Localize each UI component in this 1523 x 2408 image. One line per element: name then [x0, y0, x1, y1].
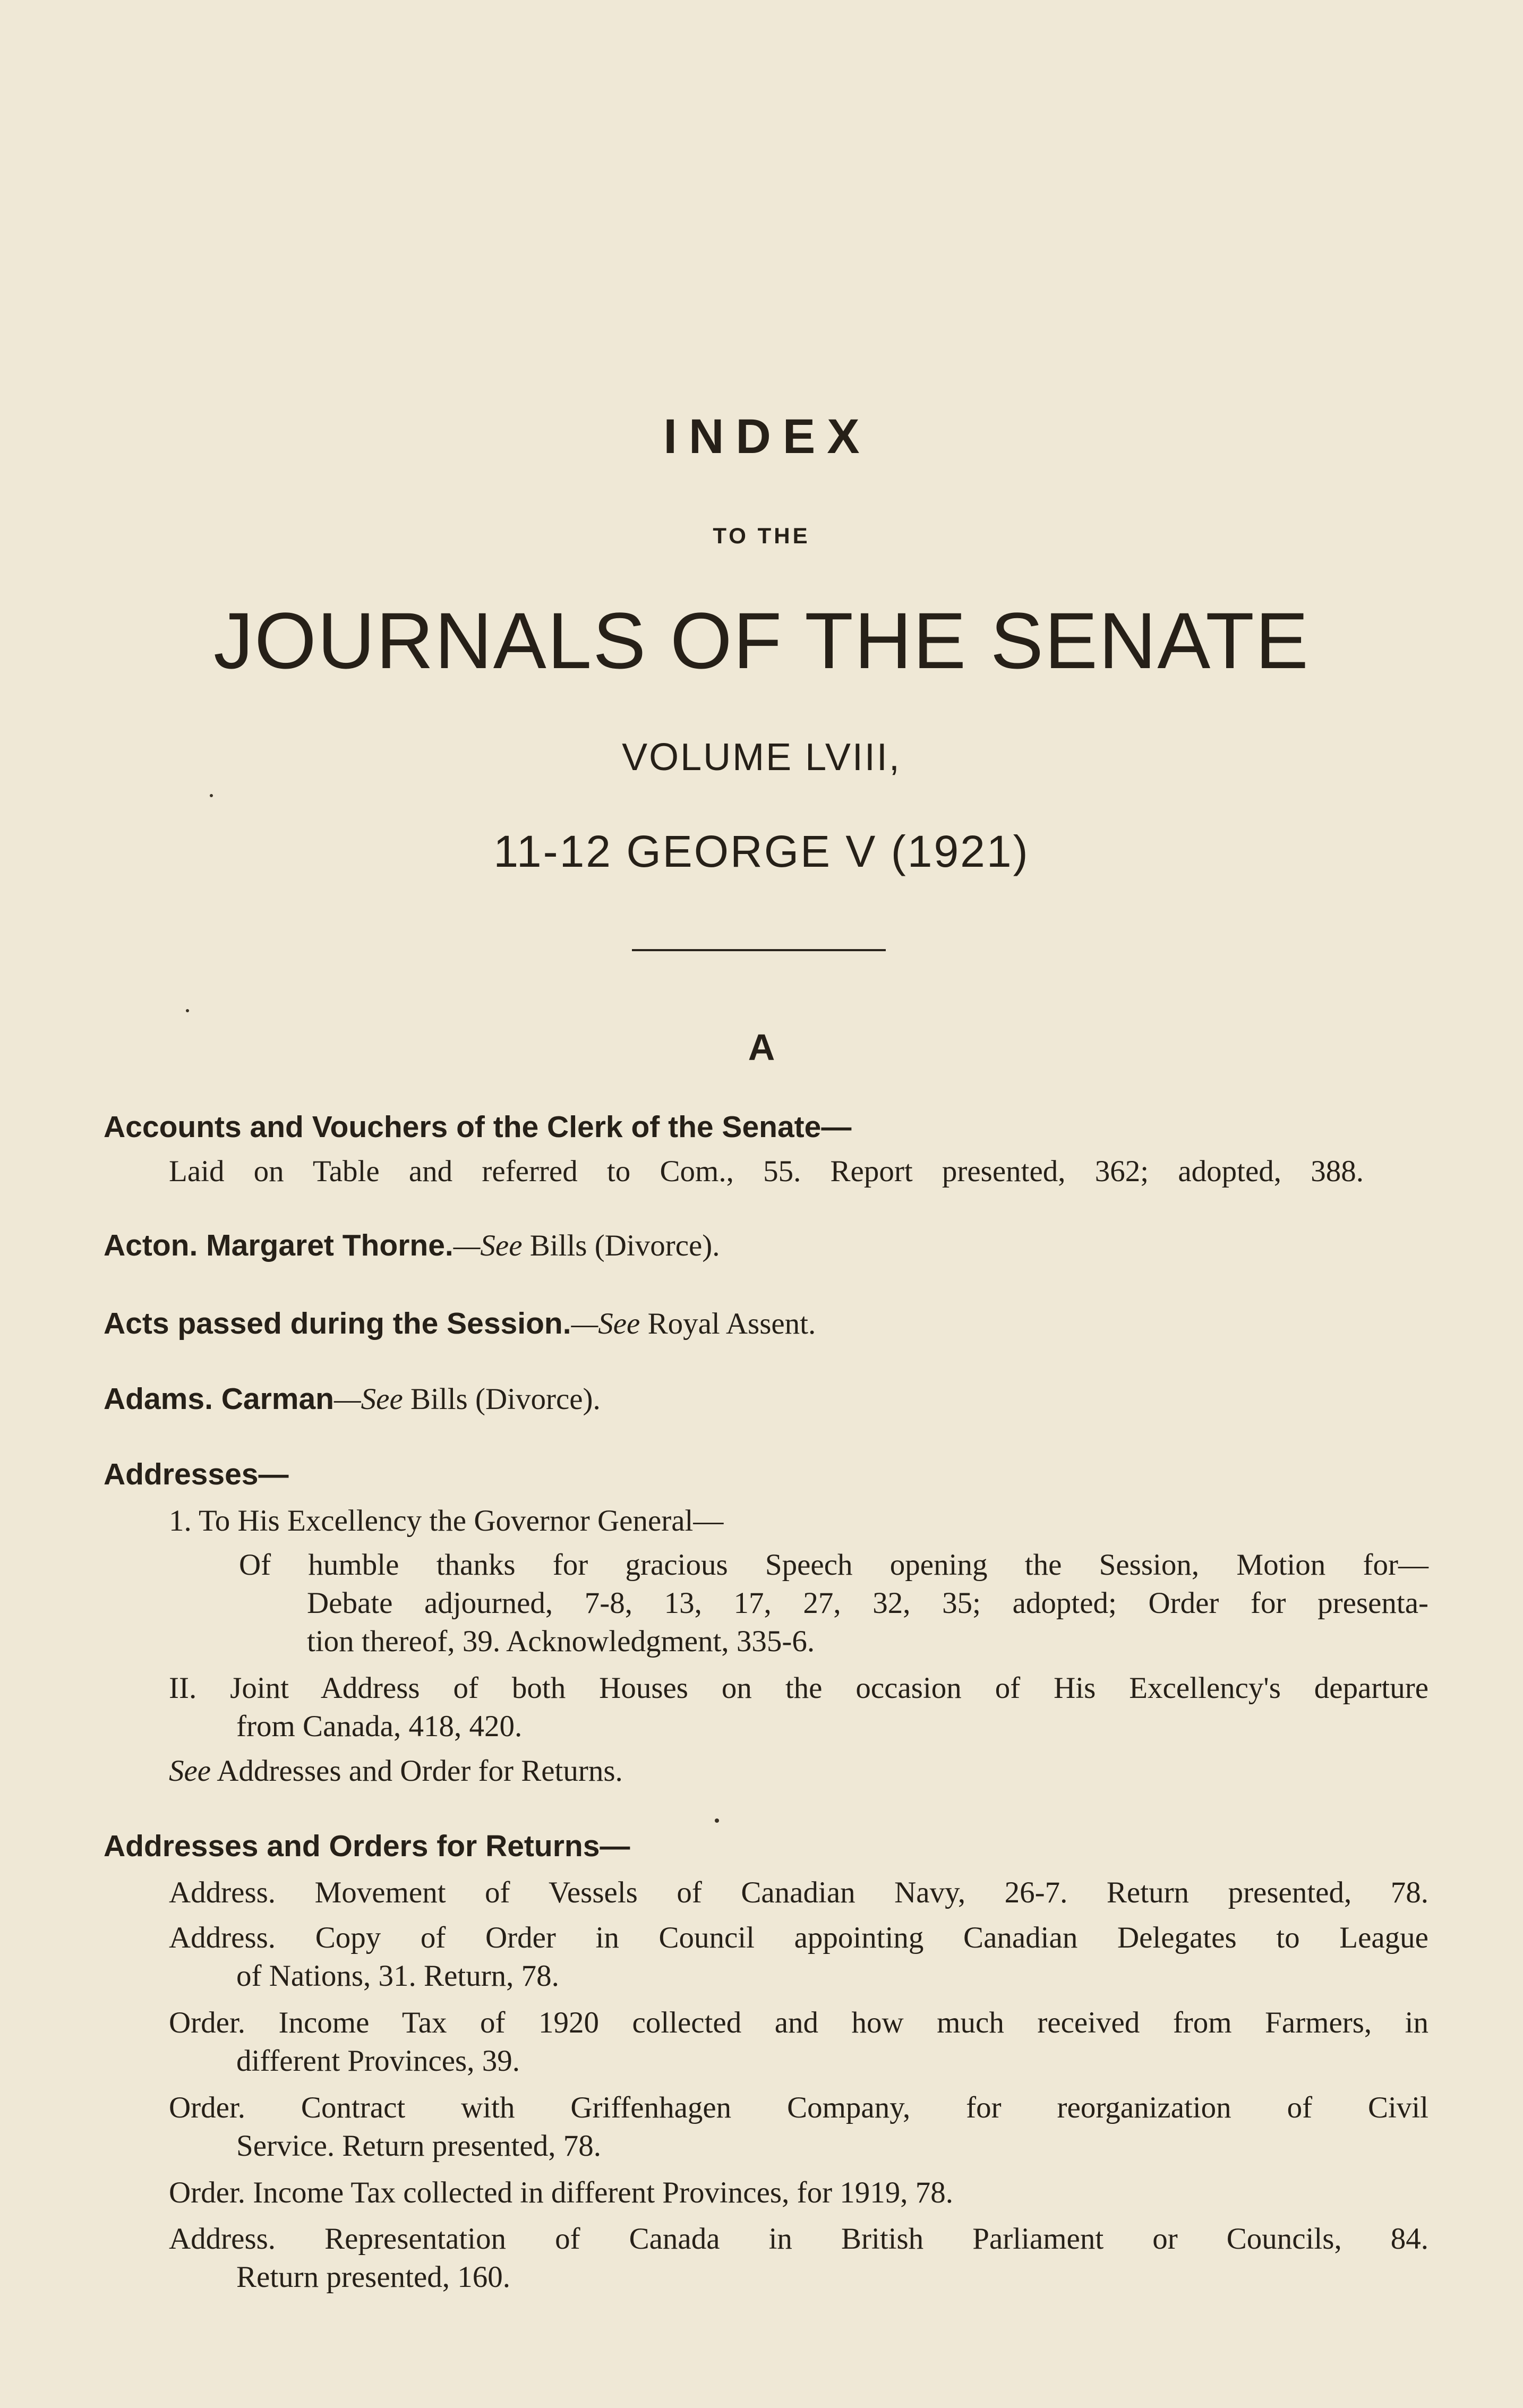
entry-acts-see: —See	[571, 1307, 640, 1340]
addresses-item-2-text-1: II. Joint Address of both Houses on the occasion of His Excellency's departure	[169, 1671, 1428, 1705]
entry-acton	[104, 1228, 720, 1262]
reign-label: 11-12 GEORGE V (1921)	[493, 826, 1030, 876]
scan-speck	[186, 1009, 189, 1012]
entry-adams-name: Adams. Carman	[104, 1382, 334, 1416]
entry-returns-heading: Addresses and Orders for Returns—	[104, 1829, 630, 1863]
addresses-see	[169, 1756, 623, 1786]
entry-accounts-line: Laid on Table and referred to Com., 55. Report presented, 362; adopted, 388.	[169, 1155, 1364, 1188]
returns-item-6-line-2: Return presented, 160.	[236, 2260, 511, 2294]
entry-acton-ref: Bills (Divorce).	[522, 1229, 720, 1262]
entry-acts	[104, 1309, 816, 1339]
returns-item-5: Order. Income Tax collected in different Provinces, for 1919, 78.	[169, 2176, 954, 2209]
returns-item-3-line-1: Order. Income Tax of 1920 collected and how much received from Farmers, in	[169, 2006, 1428, 2039]
returns-item-2-line-1: Address. Copy of Order in Council appointing Canadian Delegates to League	[169, 1921, 1428, 1954]
entry-adams-see: —See	[334, 1382, 403, 1416]
title-rule	[632, 949, 886, 951]
returns-item-6-line-1: Address. Representation of Canada in British Parliament or Councils, 84.	[169, 2222, 1428, 2256]
entry-acton-see: —See	[453, 1229, 523, 1262]
addresses-item-1-text-1: Of humble thanks for gracious Speech opening the Session, Motion for—	[239, 1548, 1428, 1582]
entry-accounts-heading: Accounts and Vouchers of the Clerk of the Senate—	[104, 1110, 852, 1144]
scan-speck	[715, 1818, 719, 1823]
addresses-item-1-text-2: Debate adjourned, 7-8, 13, 17, 27, 32, 35; adopted; Order for presenta-	[307, 1586, 1428, 1620]
section-letter: A	[748, 1027, 775, 1068]
entry-acts-ref: Royal Assent.	[640, 1307, 816, 1340]
index-title: INDEX	[663, 409, 871, 464]
addresses-see-word: See	[169, 1754, 211, 1788]
entry-adams-ref: Bills (Divorce).	[403, 1382, 601, 1416]
entry-acts-name: Acts passed during the Session.	[104, 1307, 571, 1340]
returns-item-4-line-1: Order. Contract with Griffenhagen Company, for reorganization of Civil	[169, 2091, 1428, 2124]
addresses-item-1: 1. To His Excellency the Governor General—	[169, 1504, 724, 1538]
entry-addresses-heading: Addresses—	[104, 1457, 289, 1491]
journals-title: JOURNALS OF THE SENATE	[213, 596, 1310, 685]
entry-acton-name: Acton. Margaret Thorne.	[104, 1228, 454, 1262]
returns-item-3-line-2: different Provinces, 39.	[236, 2044, 520, 2078]
addresses-see-ref: Addresses and Order for Returns.	[211, 1754, 623, 1788]
volume-label: VOLUME LVIII,	[622, 736, 901, 779]
returns-item-2-line-2: of Nations, 31. Return, 78.	[236, 1959, 559, 1993]
entry-adams	[104, 1384, 601, 1414]
scan-speck	[210, 794, 213, 797]
returns-item-4-line-2: Service. Return presented, 78.	[236, 2129, 601, 2163]
addresses-item-1-text-3: tion thereof, 39. Acknowledgment, 335-6.	[307, 1625, 815, 1658]
returns-item-1: Address. Movement of Vessels of Canadian Navy, 26-7. Return presented, 78.	[169, 1876, 1428, 1909]
to-the-label: TO THE	[713, 523, 810, 548]
addresses-item-2-text-2: from Canada, 418, 420.	[236, 1710, 523, 1743]
